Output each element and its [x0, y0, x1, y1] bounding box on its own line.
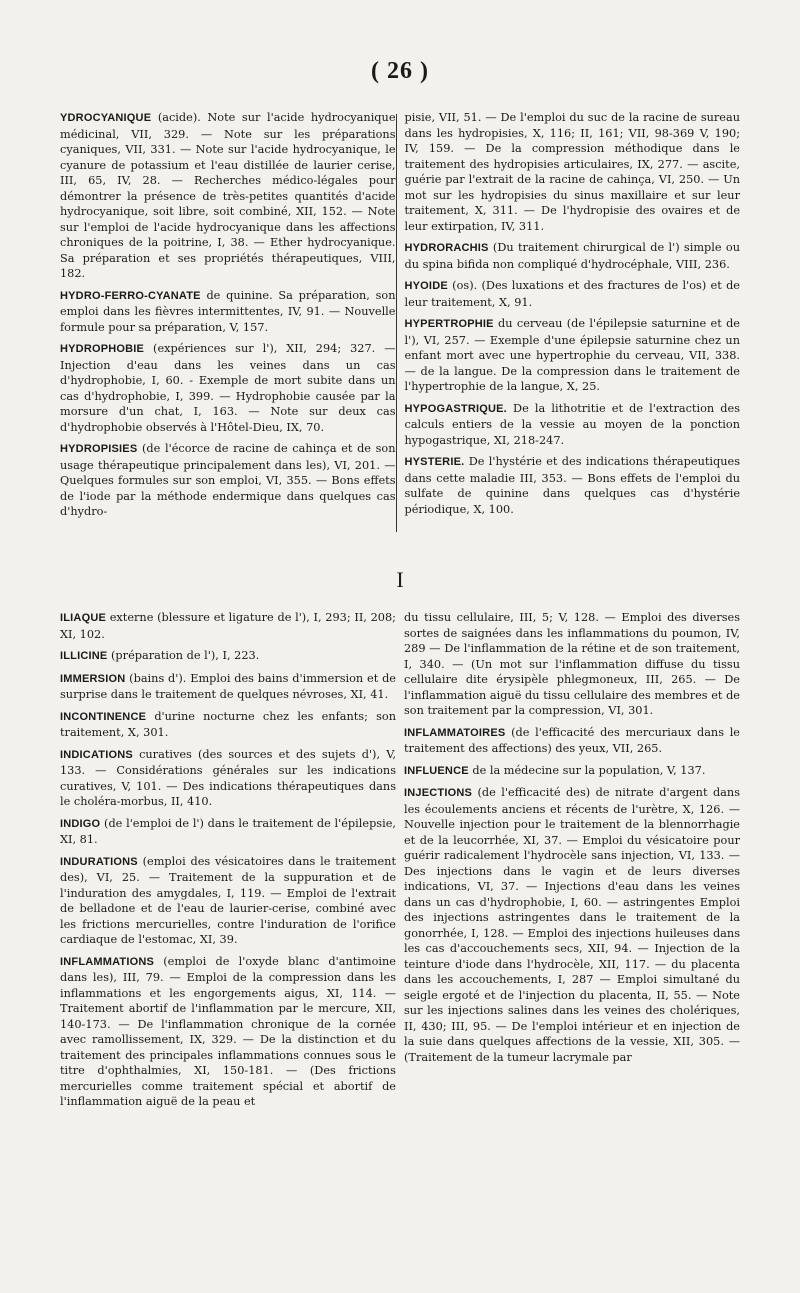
- section-i-entries: [60, 610, 740, 1116]
- index-entry: [60, 441, 396, 520]
- entry-headword: HYPOGASTRIQUE.: [404, 402, 507, 415]
- index-entry: [405, 454, 741, 517]
- entry-headword: INDIGO: [60, 817, 101, 830]
- index-entry: [405, 240, 741, 272]
- page-number: ( 26 ): [371, 58, 429, 84]
- index-entry: [405, 110, 741, 234]
- entry-text: (Du traitement chirurgical de l') simple ou du spina bifida non compliqué d'hydrocéphale, VIII, 236.: [404, 241, 740, 271]
- entry-text: curatives (des sources et des sujets d'), V, 133. — Considérations générales sur les indications curatives, V, 101. — Des indications thérapeutiques dans le choléra-morbus, II, 410.: [60, 747, 396, 808]
- entry-text: (de l'efficacité des mercuriaux dans le traitement des affections) des yeux, VII, 265.: [404, 725, 740, 755]
- section-h-entries: [60, 110, 740, 532]
- entry-headword: IMMERSION: [60, 672, 126, 685]
- entry-text: (préparation de l'), I, 223.: [107, 649, 260, 662]
- column-top-left: [60, 110, 396, 532]
- index-entry: [60, 954, 396, 1110]
- entry-headword: INDURATIONS: [60, 855, 138, 868]
- column-top-right: [397, 110, 741, 532]
- index-entry: [60, 610, 396, 642]
- entry-text: (de l'emploi de l') dans le traitement de l'épilepsie, XI, 81.: [60, 816, 396, 846]
- entry-text: (os). (Des luxations et des fractures de l'os) et de leur traitement, X, 91.: [404, 279, 740, 309]
- entry-headword: ILLICINE: [60, 650, 108, 662]
- entry-text: (de l'efficacité des) de nitrate d'argent dans les écoulements anciens et récents de l'urètre, X, 126. — Nouvelle injection pour le traitement de la blennorrhagie et de la leucorrhée, XI, 37. — Emploi du vésicatoire pour guérir radicalement l'hydrocèle sans injection, VI, 133. — Des injections dans le vagin et de leurs diverses indications, VI, 37. — Injections d'eau dans les veines dans un cas d'hydrophobie, I, 60. — astringentes Emploi des injections astringentes dans le traitement de la gonorrhée, I, 128. — Emploi des injections huileuses dans les cas d'accouchements secs, XII, 94. — Injection de la teinture d'iode dans l'hydrocèle, XII, 117. — du placenta dans les accouchements, I, 287 — Emploi simultané du seigle ergoté et de l'injection du placenta, II, 55. — Note sur les injections salines dans les veines des cholériques, II, 430; III, 95. — De l'emploi intérieur et en injection de la suie dans quelques affections de la vessie, XII, 305. — (Traitement de la tumeur lacrymale par: [404, 786, 740, 1064]
- entry-text: de quinine. Sa préparation, son emploi dans les fièvres intermittentes, IV, 91. — Nouvelle formule pour sa préparation, V, 157.: [60, 288, 396, 334]
- index-entry: [60, 288, 396, 336]
- entry-headword: HYDRORACHIS: [404, 242, 489, 254]
- index-entry: [405, 278, 741, 310]
- entry-text: de la médecine sur la population, V, 137.: [468, 763, 706, 777]
- entry-text: (bains d'). Emploi des bains d'immersion et de surprise dans le traitement de quelques névroses, XI, 41.: [60, 671, 396, 701]
- column-bottom-left: [60, 610, 396, 1116]
- entry-headword: HYDRO-FERRO-CYANATE: [60, 289, 201, 302]
- index-entry: [405, 401, 741, 449]
- entry-text: d'urine nocturne chez les enfants; son traitement, X, 301.: [60, 709, 396, 739]
- entry-headword: INCONTINENCE: [60, 710, 147, 723]
- index-entry: [60, 671, 396, 703]
- index-entry: [60, 110, 396, 282]
- entry-headword: INJECTIONS: [404, 787, 473, 799]
- entry-text: (de l'écorce de racine de cahinça et de son usage thérapeutique principalement dans les), VI, 201. — Quelques formules sur son emploi, VI, 355. — Bons effets de l'iode par la méthode endermique dans quelques cas d'hydro-: [60, 442, 396, 518]
- entry-headword: HYPERTROPHIE: [404, 318, 494, 330]
- index-entry: [405, 316, 741, 395]
- index-entry: [60, 816, 396, 848]
- entry-text: De l'hystérie et des indications thérapeutiques dans cette maladie III, 353. — Bons effets de l'emploi du sulfate de quinine dans quelques cas d'hystérie périodique, X, 100.: [404, 455, 740, 516]
- entry-text: externe (blessure et ligature de l'), I, 293; II, 208; XI, 102.: [60, 611, 396, 641]
- letter-heading: I: [396, 567, 404, 592]
- index-entry: [60, 648, 396, 665]
- index-entry: [60, 747, 396, 810]
- entry-headword: ILIAQUE: [60, 612, 107, 624]
- index-entry: [404, 725, 740, 757]
- entry-text: (acide). Note sur l'acide hydrocyanique médicinal, VII, 329. — Note sur les préparations cyaniques, VII, 331. — Note sur l'acide hydrocyanique, le cyanure de potassium et l'eau distillée de laurier cerise, III, 65, IV, 28. — Recherches médico-légales pour démontrer la présence de très-petites quantités d'acide hydrocyanique, soit libre, soit combiné, XII, 152. — Note sur l'emploi de l'acide hydrocyanique dans les affections chroniques de la poitrine, I, 38. — Ether hydrocyanique. Sa préparation et ses propriétés thérapeutiques, VIII, 182.: [60, 111, 396, 280]
- entry-text: (emploi des vésicatoires dans le traitement des), VI, 25. — Traitement de la suppuration et de l'induration des amygdales, I, 119. — Emploi de l'extrait de belladone et de l'eau de laurier-cerise, combiné avec les frictions mercurielles, contre l'induration de l'orifice cardiaque de l'estomac, XI, 39.: [60, 854, 396, 946]
- entry-headword: INDICATIONS: [60, 748, 133, 761]
- entry-text: De la lithotritie et de l'extraction des calculs entiers de la vessie au moyen de la ponction hypogastrique, XI, 218-247.: [404, 401, 740, 447]
- index-entry: [60, 341, 396, 435]
- entry-text: pisie, VII, 51. — De l'emploi du suc de la racine de sureau dans les hydropisies, X, 116; II, 161; VII, 98-369 V, 190; IV, 159. — De la compression méthodique dans le traitement des hydropisies articulaires, IX, 277. — ascite, guérie par l'extrait de la racine de cahinça, VI, 250. — Un mot sur les hydropisies du sinus maxillaire et sur leur traitement, X, 311. — De l'hydropisie des ovaires et de leur extirpation, IV, 311.: [404, 111, 740, 233]
- entry-text: (emploi de l'oxyde blanc d'antimoine dans les), III, 79. — Emploi de la compression dans les inflammations et les engorgements aigus, XI, 114. — Traitement abortif de l'inflammation par le mercure, XII, 140-173. — De l'inflammation chronique de la cornée avec ramollissement, IX, 329. — De la distinction et du traitement des principales inflammations connues sous le titre d'ophthalmies, XI, 150-181. — (Des frictions mercurielles comme traitement spécial et abortif de l'inflammation aiguë de la peau et: [60, 954, 396, 1108]
- index-entry: [60, 854, 396, 948]
- entry-headword: HYSTERIE.: [404, 456, 465, 468]
- index-entry: [404, 610, 740, 719]
- entry-headword: YDROCYANIQUE: [60, 112, 152, 124]
- entry-text: du cerveau (de l'épilepsie saturnine et de l'), VI, 257. — Exemple d'une épilepsie saturnine chez un enfant mort avec une hypertrophie du cerveau, VII, 338. — de la langue. De la compression dans le traitement de l'hypertrophie de la langue, X, 25.: [404, 317, 740, 393]
- entry-headword: INFLAMMATOIRES: [404, 726, 506, 739]
- entry-text: (expériences sur l'), XII, 294; 327. — Injection d'eau dans les veines dans un cas d'hydrophobie, I, 60. - Exemple de mort subite dans un cas d'hydrophobie, I, 399. — Hydrophobie causée par la morsure d'un chat, I, 163. — Note sur deux cas d'hydrophobie observés à l'Hôtel-Dieu, IX, 70.: [60, 342, 396, 434]
- entry-headword: HYDROPISIES: [60, 443, 138, 455]
- index-entry: [60, 709, 396, 741]
- entry-text: du tissu cellulaire, III, 5; V, 128. — Emploi des diverses sortes de saignées dans les inflammations du poumon, IV, 289 — De l'inflammation de la rétine et de son traitement, I, 340. — (Un mot sur l'inflammation diffuse du tissu cellulaire dite érysipèle phlegmoneux, III, 265. — De l'inflammation aiguë du tissu cellulaire des membres et de son traitement par la compression, VI, 301.: [404, 611, 740, 717]
- index-entry: [404, 785, 740, 1065]
- entry-headword: HYOIDE: [404, 280, 448, 292]
- entry-headword: INFLAMMATIONS: [60, 955, 155, 968]
- column-bottom-right: [396, 610, 740, 1116]
- entry-headword: INFLUENCE: [404, 764, 469, 777]
- index-entry: [404, 763, 740, 780]
- entry-headword: HYDROPHOBIE: [60, 343, 145, 355]
